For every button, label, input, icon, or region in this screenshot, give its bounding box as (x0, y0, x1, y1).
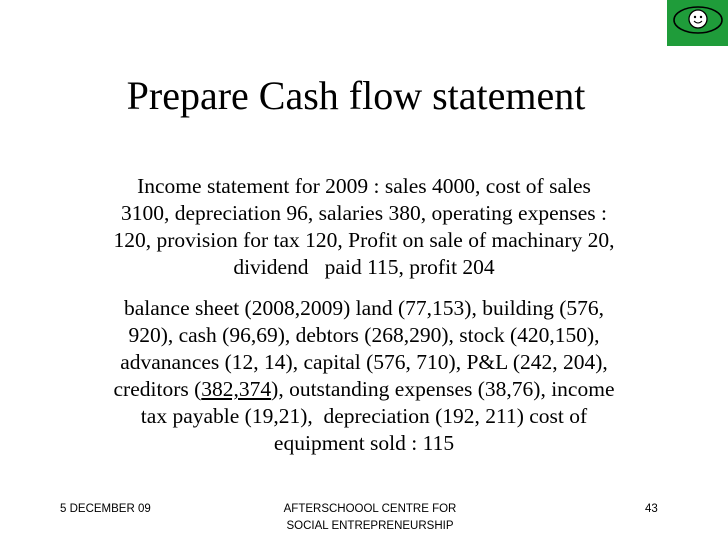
footer-org-line-1: AFTERSCHOOOL CENTRE FOR (283, 503, 457, 515)
logo (667, 0, 728, 46)
balance-line-4 (56, 376, 672, 403)
income-line-1: Income statement for 2009 : sales 4000, cost of sales (137, 174, 591, 198)
balance-sheet-paragraph (56, 295, 672, 457)
page-number: 43 (645, 503, 658, 515)
footer-org-line-2: SOCIAL ENTREPRENEURSHIP (286, 520, 454, 532)
creditors-values: 382,374 (201, 377, 272, 401)
income-line-4: dividend paid 115, profit 204 (233, 255, 495, 279)
creditors-suffix: ), outstanding expenses (38,76), income (271, 377, 615, 401)
income-line-3: 120, provision for tax 120, Profit on sale of machinary 20, (113, 228, 615, 252)
balance-line-2: 920), cash (96,69), debtors (268,290), stock (420,150), (128, 323, 600, 347)
income-statement-paragraph (56, 173, 672, 281)
slide-title: Prepare Cash flow statement (126, 73, 586, 118)
creditors-prefix: creditors ( (113, 377, 202, 401)
footer-date: 5 DECEMBER 09 (60, 503, 151, 515)
income-line-2: 3100, depreciation 96, salaries 380, operating expenses : (121, 201, 607, 225)
footer-organization (250, 501, 490, 535)
eye-smiley-logo-icon (667, 0, 728, 46)
balance-line-5: tax payable (19,21), depreciation (192, 211) cost of (140, 404, 588, 428)
balance-line-1: balance sheet (2008,2009) land (77,153), building (576, (123, 296, 605, 320)
balance-line-3: advanances (12, 14), capital (576, 710), P&L (242, 204), (120, 350, 608, 374)
balance-line-6: equipment sold : 115 (273, 431, 455, 455)
